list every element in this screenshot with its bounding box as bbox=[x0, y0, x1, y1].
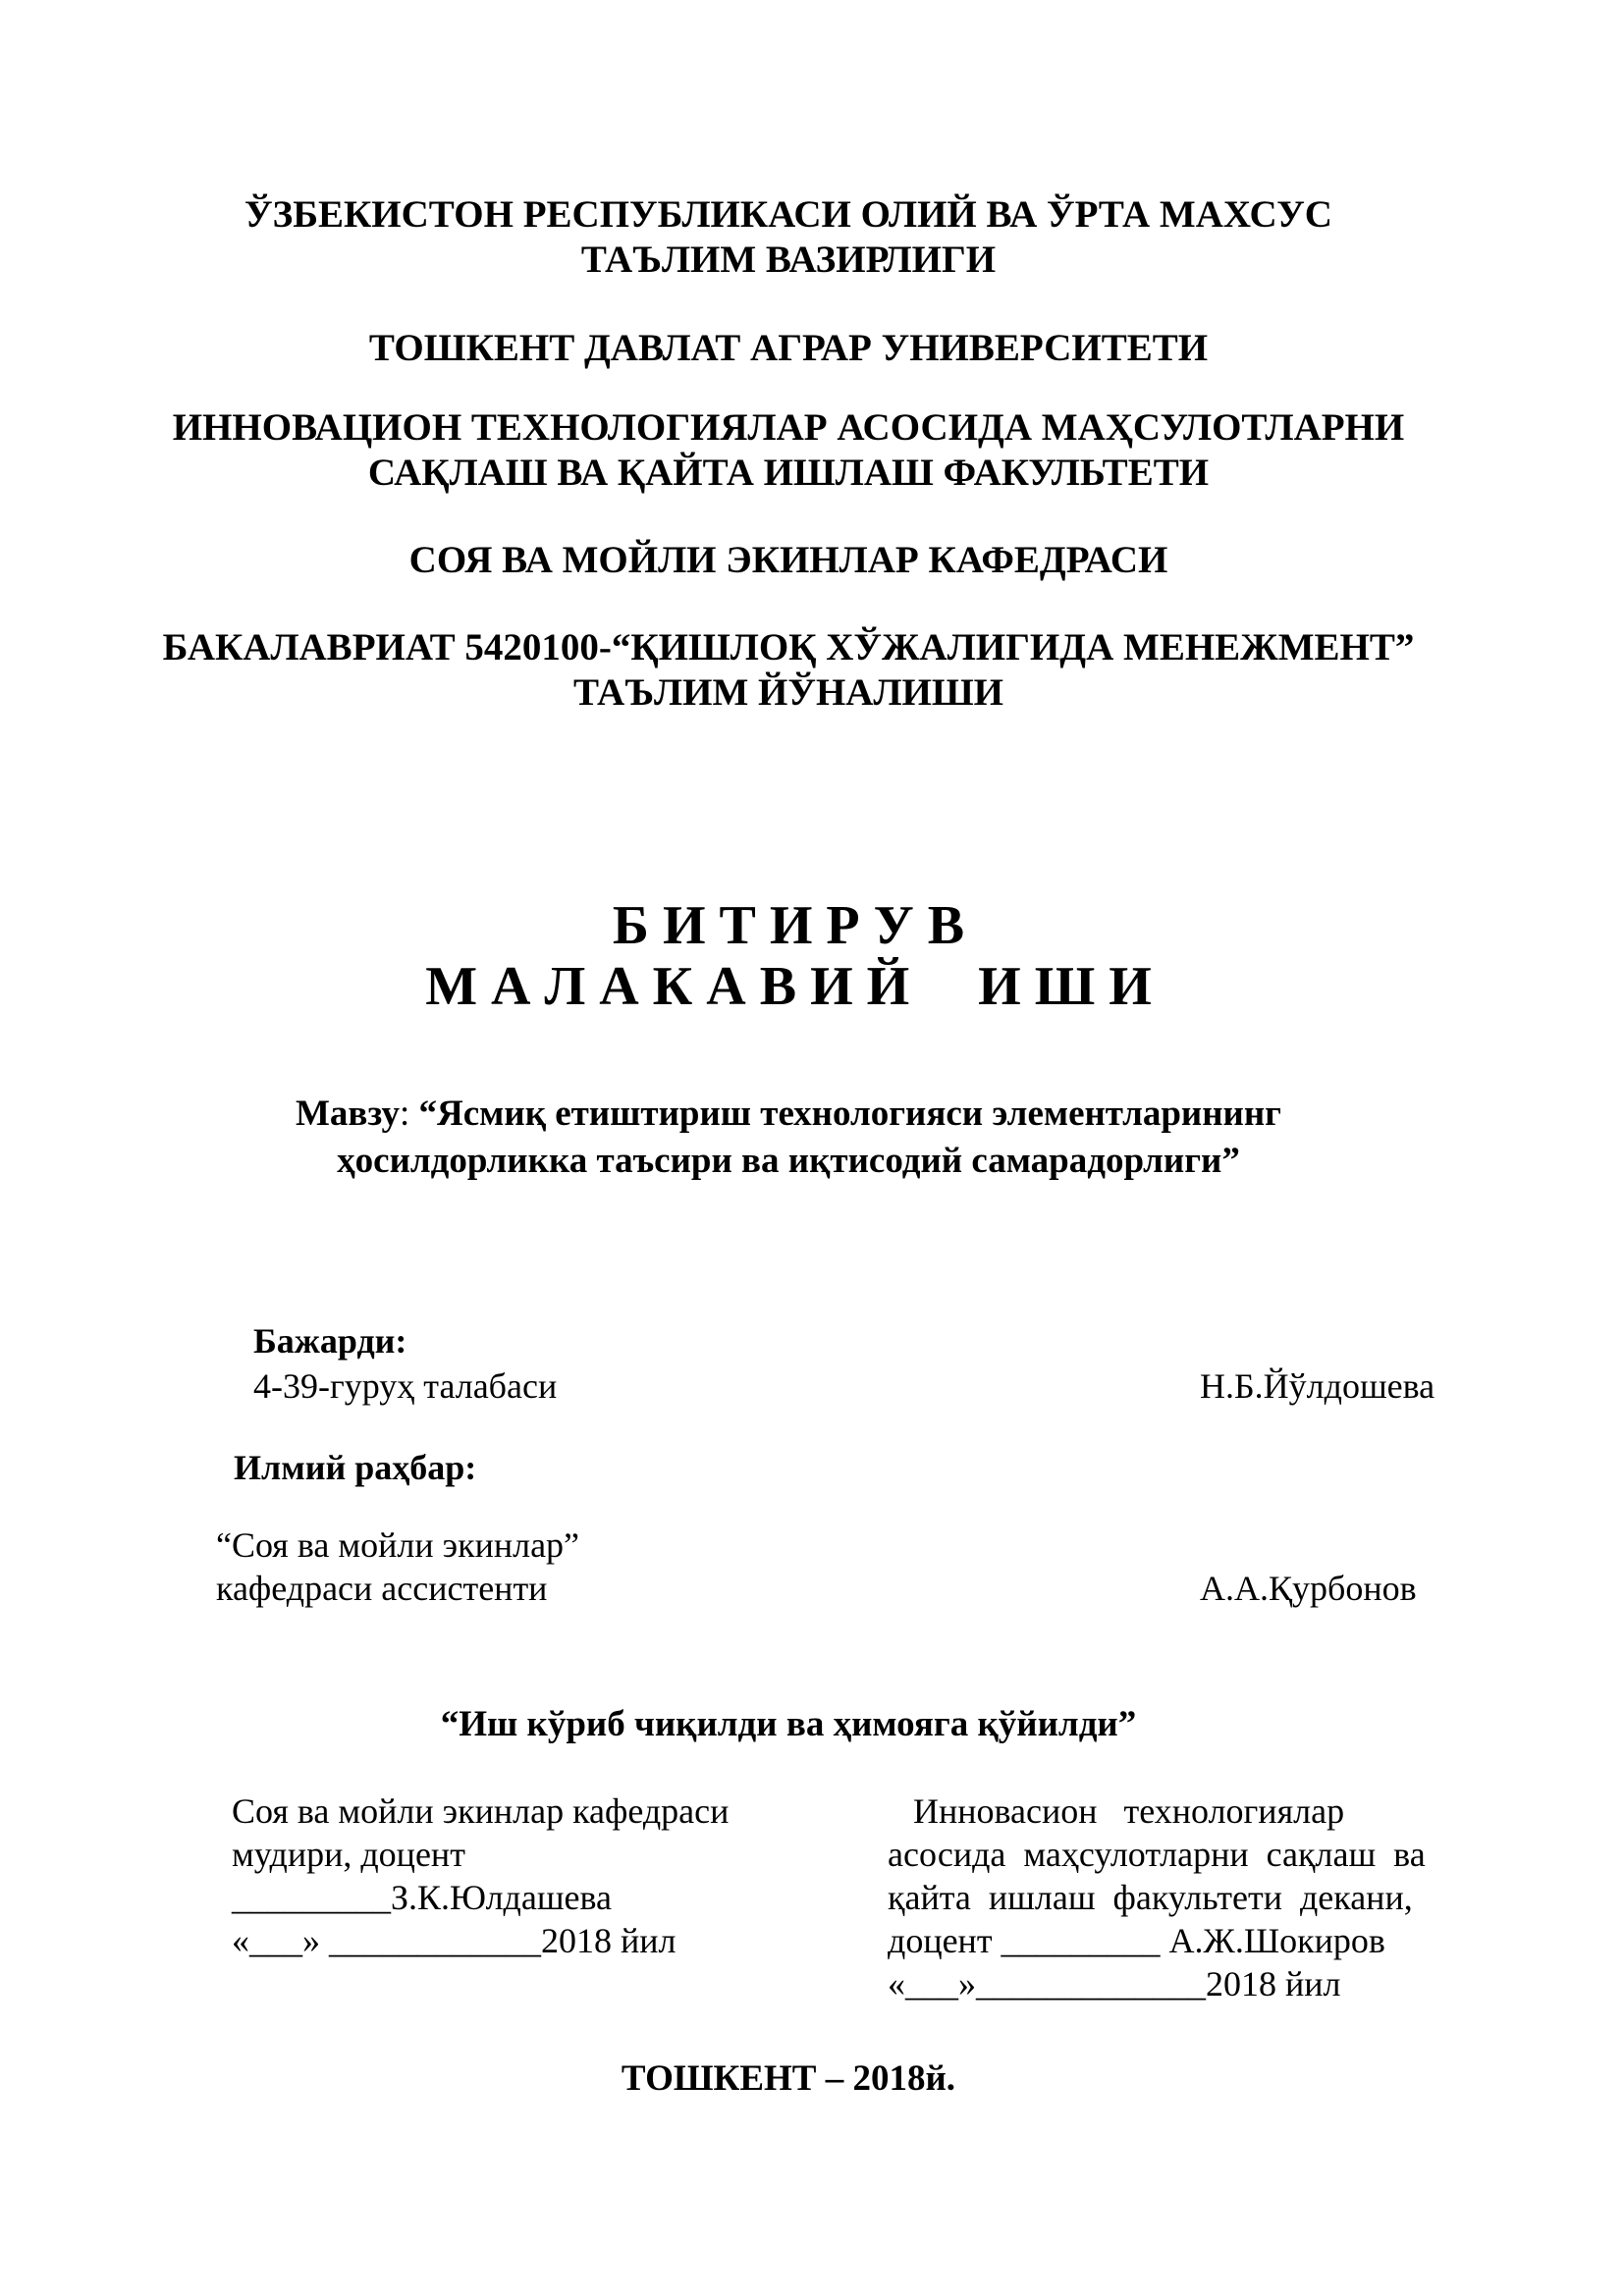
approval-left-date: «___» ____________2018 йил bbox=[232, 1921, 677, 1960]
supervisor-role-line-2: кафедраси ассистенти bbox=[216, 1569, 548, 1608]
supervisor-heading: Илмий раҳбар: bbox=[234, 1448, 477, 1487]
approval-left-line-2: мудири, доцент bbox=[232, 1835, 465, 1874]
performer-role: 4-39-гуруҳ талабаси bbox=[253, 1366, 558, 1406]
faculty-line-2: САҚЛАШ ВА ҚАЙТА ИШЛАШ ФАКУЛЬТЕТИ bbox=[367, 452, 1210, 494]
performer-name: Н.Б.Йўлдошева bbox=[1200, 1366, 1435, 1406]
work-title-line-2: М А Л А К А В И Й И Ш И bbox=[425, 956, 1152, 1017]
topic-line-2 bbox=[0, 1139, 1600, 1184]
approval-right-line-3: қайта ишлаш факультети декани, bbox=[888, 1878, 1413, 1917]
approval-right-line-2: асосида маҳсулотларни сақлаш ва bbox=[888, 1835, 1426, 1874]
supervisor-name: А.А.Қурбонов bbox=[1200, 1569, 1417, 1608]
supervisor-role-line-1: “Соя ва мойли экинлар” bbox=[216, 1525, 580, 1565]
university-name: ТОШКЕНТ ДАВЛАТ АГРАР УНИВЕРСИТЕТИ bbox=[368, 327, 1209, 369]
ministry-line-1: ЎЗБЕКИСТОН РЕСПУБЛИКАСИ ОЛИЙ ВА ЎРТА МАХСУС bbox=[244, 193, 1332, 236]
approval-left-signature: _________З.К.Юлдашева bbox=[232, 1878, 613, 1917]
faculty-line-1: ИННОВАЦИОН ТЕХНОЛОГИЯЛАР АСОСИДА МАҲСУЛОТЛАРНИ bbox=[172, 406, 1405, 449]
approval-right-signature: доцент _________ А.Ж.Шокиров bbox=[888, 1921, 1385, 1960]
ministry-line-2: ТАЪЛИМ ВАЗИРЛИГИ bbox=[580, 239, 997, 281]
topic-line-1 bbox=[0, 1092, 1600, 1137]
approval-right-date: «___»_____________2018 йил bbox=[888, 1964, 1341, 2003]
approval-heading: “Иш кўриб чиқилди ва ҳимояга қўйилди” bbox=[440, 1704, 1137, 1744]
city-year: ТОШКЕНТ – 2018й. bbox=[621, 2058, 956, 2099]
work-title-line-1: Б И Т И Р У В bbox=[612, 895, 965, 956]
approval-left-line-1: Соя ва мойли экинлар кафедраси bbox=[232, 1791, 730, 1831]
topic-colon: : bbox=[400, 1094, 419, 1134]
approval-right-line-1: Инноваcион технологиялар bbox=[913, 1791, 1345, 1831]
topic-text-2: ҳосилдорликка таъсири ва иқтисодий самарадорлиги” bbox=[337, 1141, 1240, 1181]
department-name: СОЯ ВА МОЙЛИ ЭКИНЛАР КАФЕДРАСИ bbox=[408, 539, 1168, 581]
performer-heading: Бажарди: bbox=[253, 1321, 407, 1361]
topic-text-1: “Ясмиқ етиштириш технологияси элементларининг bbox=[418, 1094, 1281, 1134]
topic-label: Мавзу bbox=[296, 1094, 400, 1134]
program-line-1: БАКАЛАВРИАТ 5420100-“ҚИШЛОҚ ХЎЖАЛИГИДА МЕНЕЖМЕНТ” bbox=[162, 626, 1415, 668]
program-line-2: ТАЪЛИМ ЙЎНАЛИШИ bbox=[572, 671, 1004, 714]
